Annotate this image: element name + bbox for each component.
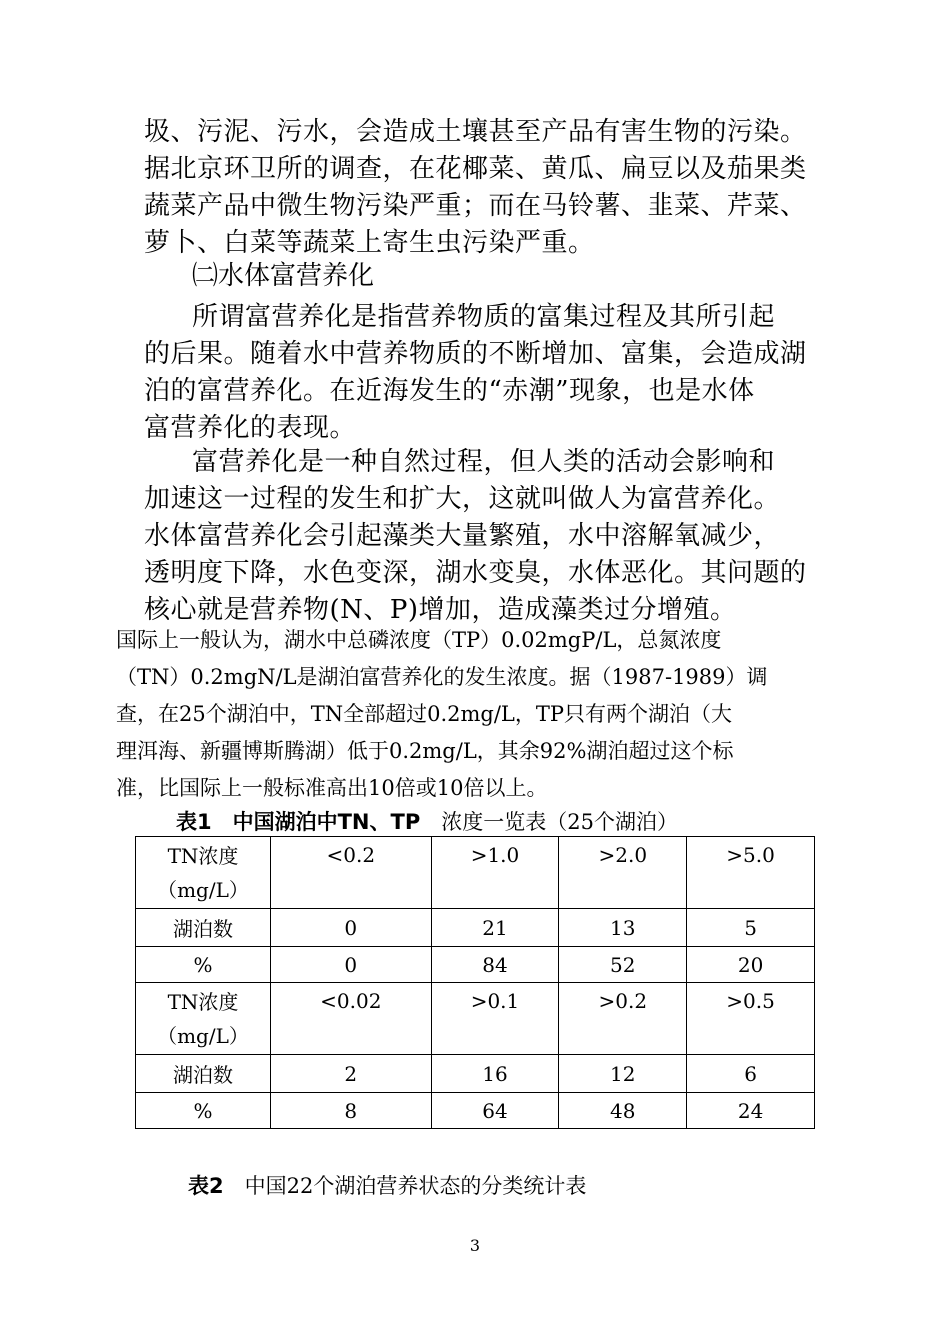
table-cell: 20 (687, 947, 815, 983)
text-line: 泊的富营养化。在近海发生的“赤潮”现象，也是水体 (144, 376, 755, 406)
text-line: 萝卜、白菜等蔬菜上寄生虫污染严重。 (144, 228, 595, 258)
table-cell: 64 (431, 1093, 559, 1129)
table-cell: >5.0 (687, 837, 815, 909)
table-cell: 湖泊数 (136, 1055, 271, 1093)
text-line: 加速这一过程的发生和扩大，这就叫做人为富营养化。 (144, 484, 781, 514)
text-line: 理洱海、新疆博斯腾湖）低于0.2mg/L，其余92%湖泊超过这个标 (116, 739, 734, 763)
table-cell: 8 (271, 1093, 432, 1129)
table-cell: >2.0 (559, 837, 687, 909)
table-cell: 16 (431, 1055, 559, 1093)
table2-caption-text: 中国22个湖泊营养状态的分类统计表 (223, 1174, 587, 1198)
text-line: 准，比国际上一般标准高出10倍或10倍以上。 (116, 776, 548, 800)
cell-text: TN浓度 （mg/L） (157, 990, 249, 1048)
text-line: 的后果。随着水中营养物质的不断增加、富集，会造成湖 (144, 339, 807, 369)
table-cell: >1.0 (431, 837, 559, 909)
table2-caption (188, 1170, 586, 1200)
text-line: 查，在25个湖泊中，TN全部超过0.2mg/L，TP只有两个湖泊（大 (116, 702, 733, 726)
text-line: 核心就是营养物(N、P)增加，造成藻类过分增殖。 (144, 595, 737, 625)
table-cell: 12 (559, 1055, 687, 1093)
table-cell: 13 (559, 909, 687, 947)
table2-caption-number: 表2 (188, 1174, 224, 1198)
table-cell: >0.1 (431, 983, 559, 1055)
text-line: 水体富营养化会引起藻类大量繁殖，水中溶解氧减少， (144, 521, 781, 551)
table1-caption-number: 表1 中国湖泊中TN、TP (176, 810, 421, 834)
text-line: 富营养化是一种自然过程，但人类的活动会影响和 (192, 447, 776, 477)
text-line: 蔬菜产品中微生物污染严重；而在马铃薯、韭菜、芹菜、 (144, 191, 807, 221)
table-cell: 24 (687, 1093, 815, 1129)
page-number: 3 (469, 1236, 481, 1255)
text-line: 所谓富营养化是指营养物质的富集过程及其所引起 (192, 302, 776, 332)
text-line: 富营养化的表现。 (144, 413, 357, 443)
table1-caption (176, 806, 678, 836)
table-cell: 48 (559, 1093, 687, 1129)
table-cell: 52 (559, 947, 687, 983)
table-cell: >0.5 (687, 983, 815, 1055)
table-row (136, 837, 815, 909)
table-cell: 21 (431, 909, 559, 947)
text-line: 据北京环卫所的调查，在花椰菜、黄瓜、扁豆以及茄果类 (144, 154, 807, 184)
table-cell (136, 983, 271, 1055)
table-row (136, 909, 815, 947)
table-cell: >0.2 (559, 983, 687, 1055)
table-row (136, 1093, 815, 1129)
table-cell: 0 (271, 909, 432, 947)
text-line: 国际上一般认为，湖水中总磷浓度（TP）0.02mgP/L，总氮浓度 (116, 628, 722, 652)
table-cell: 0 (271, 947, 432, 983)
table-row (136, 983, 815, 1055)
table-row (136, 1055, 815, 1093)
table1-caption-text: 浓度一览表（25个湖泊） (420, 810, 678, 834)
cell-text: TN浓度 （mg/L） (157, 844, 249, 902)
table1 (135, 836, 815, 1129)
text-line: （TN）0.2mgN/L是湖泊富营养化的发生浓度。据（1987-1989）调 (116, 665, 768, 689)
table-cell (136, 837, 271, 909)
section-heading: ㈡水体富营养化 (192, 261, 375, 291)
table-row (136, 947, 815, 983)
table-cell: 5 (687, 909, 815, 947)
text-line: 圾、污泥、污水，会造成土壤甚至产品有害生物的污染。 (144, 117, 807, 147)
table-cell: 6 (687, 1055, 815, 1093)
table-cell: 84 (431, 947, 559, 983)
table-cell: % (136, 947, 271, 983)
table-cell: <0.2 (271, 837, 432, 909)
table-cell: 2 (271, 1055, 432, 1093)
table-cell: <0.02 (271, 983, 432, 1055)
text-line: 透明度下降，水色变深，湖水变臭，水体恶化。其问题的 (144, 558, 807, 588)
table-cell: 湖泊数 (136, 909, 271, 947)
table-cell: % (136, 1093, 271, 1129)
